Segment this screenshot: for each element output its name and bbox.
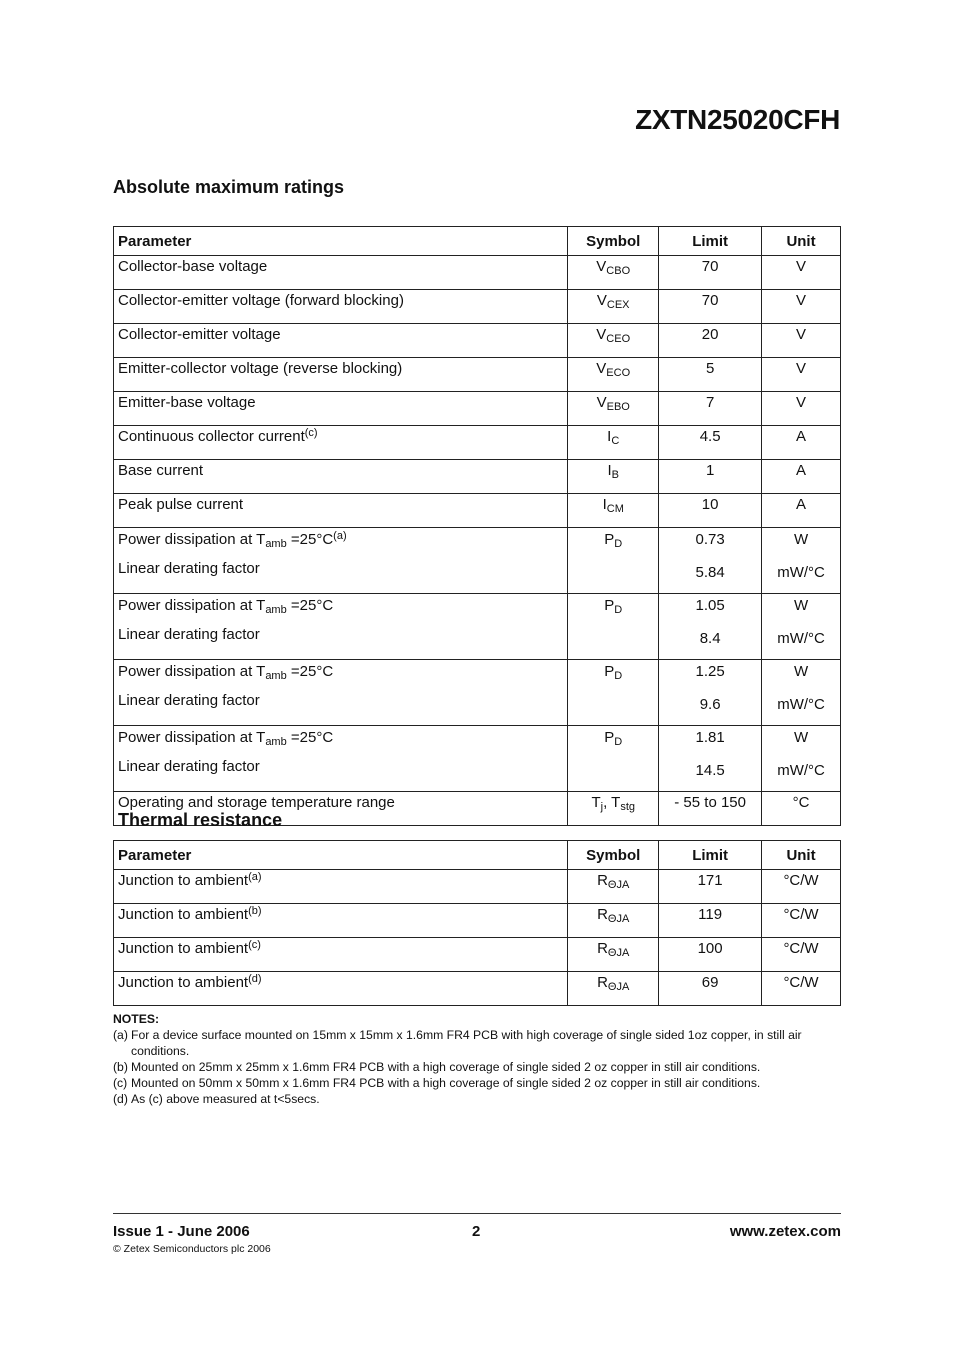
parameter-text: Junction to ambient	[118, 974, 249, 991]
parameter-cell	[114, 972, 568, 1006]
table-header-row	[114, 841, 841, 870]
unit-cell: °C/W	[762, 972, 841, 1006]
table-row	[114, 972, 841, 1006]
symbol-main: I	[607, 462, 612, 479]
footer-copyright: © Zetex Semiconductors plc 2006	[113, 1243, 271, 1255]
note-text: Mounted on 50mm x 50mm x 1.6mm FR4 PCB with a high coverage of single sided 2 oz copper in still air conditions.	[131, 1076, 761, 1090]
table-row	[114, 324, 841, 358]
symbol-cell	[568, 358, 659, 392]
limit-cell: 119	[659, 904, 762, 938]
limit-cell: 5	[659, 358, 762, 392]
unit-cell: °C/W	[762, 938, 841, 972]
table-row	[114, 290, 841, 324]
limit-value: 1.81	[695, 729, 725, 746]
parameter-line	[118, 531, 347, 548]
table-row	[114, 392, 841, 426]
table-row	[114, 460, 841, 494]
unit-value: W	[793, 729, 809, 746]
symbol-cell	[568, 256, 659, 290]
unit-value-2: mW/°C	[777, 762, 825, 779]
symbol-cell	[568, 392, 659, 426]
footer-page-number: 2	[472, 1223, 481, 1240]
unit-cell	[762, 726, 841, 792]
parameter-line-2: Linear derating factor	[118, 692, 260, 709]
unit-cell: A	[762, 460, 841, 494]
symbol-main: P	[604, 663, 615, 680]
limit-cell: 10	[659, 494, 762, 528]
limit-value-2: 5.84	[695, 564, 725, 581]
parameter-cell	[114, 938, 568, 972]
symbol-main: R	[597, 872, 608, 889]
symbol-subscript: D	[614, 736, 623, 748]
note-label: (a)	[113, 1028, 128, 1042]
footnote-ref: (a)	[333, 530, 347, 542]
table-row	[114, 938, 841, 972]
parameter-text: Emitter-collector voltage (reverse blocking)	[118, 360, 403, 377]
parameter-text: Continuous collector current	[118, 428, 305, 445]
unit-value: W	[793, 531, 809, 548]
table-row	[114, 870, 841, 904]
symbol-main: V	[596, 360, 607, 377]
symbol-subscript: j	[600, 801, 604, 813]
parameter-text: Collector-emitter voltage (forward blocking)	[118, 292, 404, 309]
col-header-symbol: Symbol	[568, 227, 659, 256]
footnote-ref: (b)	[248, 905, 262, 917]
limit-cell: - 55 to 150	[659, 792, 762, 826]
limit-value: 0.73	[695, 531, 725, 548]
limit-cell	[659, 726, 762, 792]
unit-cell	[762, 528, 841, 594]
unit-cell: V	[762, 358, 841, 392]
limit-value-2: 9.6	[699, 696, 721, 713]
symbol-subscript: CM	[606, 503, 624, 515]
symbol-cell	[568, 660, 659, 726]
footnote-ref: (a)	[248, 871, 262, 883]
symbol-main: P	[604, 597, 615, 614]
note-item	[113, 1091, 841, 1107]
parameter-subscript: amb	[265, 736, 287, 748]
symbol-cell	[568, 594, 659, 660]
limit-cell	[659, 528, 762, 594]
limit-value: 1.25	[695, 663, 725, 680]
parameter-text: Power dissipation at T	[118, 663, 266, 680]
table-row	[114, 426, 841, 460]
symbol-subscript: ΘJA	[607, 879, 630, 891]
col-header-parameter: Parameter	[114, 841, 568, 870]
symbol-subscript: ECO	[606, 367, 631, 379]
table-header-row	[114, 227, 841, 256]
parameter-text: Junction to ambient	[118, 940, 249, 957]
parameter-line-2: Linear derating factor	[118, 758, 260, 775]
unit-value: W	[793, 663, 809, 680]
abs-max-ratings-heading: Absolute maximum ratings	[113, 177, 345, 197]
symbol-subscript: CBO	[606, 265, 631, 277]
unit-cell: °C/W	[762, 870, 841, 904]
symbol-cell	[568, 528, 659, 594]
note-text: For a device surface mounted on 15mm x 15mm x 1.6mm FR4 PCB with high coverage of single sided 1oz copper, in still air conditions.	[131, 1028, 802, 1058]
symbol-main: R	[597, 906, 608, 923]
unit-cell: V	[762, 290, 841, 324]
table-row	[114, 660, 841, 726]
limit-cell: 69	[659, 972, 762, 1006]
parameter-line-2: Linear derating factor	[118, 626, 260, 643]
note-label: (b)	[113, 1060, 128, 1074]
col-header-symbol: Symbol	[568, 841, 659, 870]
parameter-text: Power dissipation at T	[118, 597, 266, 614]
parameter-cell	[114, 358, 568, 392]
unit-cell: °C	[762, 792, 841, 826]
parameter-cell	[114, 324, 568, 358]
footnote-ref: (c)	[304, 427, 318, 439]
parameter-text: =25°C	[286, 597, 334, 614]
parameter-text: Power dissipation at T	[118, 531, 266, 548]
symbol-main: R	[597, 940, 608, 957]
parameter-cell: Operating and storage temperature range	[114, 792, 568, 826]
symbol-main: V	[596, 292, 607, 309]
table-row	[114, 256, 841, 290]
parameter-subscript: amb	[265, 538, 287, 550]
symbol-cell	[568, 972, 659, 1006]
parameter-text: Emitter-base voltage	[118, 394, 256, 411]
parameter-subscript: amb	[265, 670, 287, 682]
footer-website-link[interactable]: www.zetex.com	[729, 1223, 841, 1240]
unit-cell: V	[762, 392, 841, 426]
symbol-cell	[568, 460, 659, 494]
note-item	[113, 1059, 841, 1075]
symbol-subscript: C	[611, 435, 620, 447]
parameter-text: Junction to ambient	[118, 872, 249, 889]
symbol-subscript: CEO	[606, 333, 631, 345]
limit-cell: 70	[659, 256, 762, 290]
symbol-subscript: ΘJA	[607, 913, 630, 925]
symbol-cell	[568, 792, 659, 826]
note-item	[113, 1027, 841, 1059]
symbol-cell	[568, 494, 659, 528]
parameter-cell	[114, 256, 568, 290]
table-row	[114, 494, 841, 528]
limit-cell: 1	[659, 460, 762, 494]
symbol-subscript: B	[611, 469, 619, 481]
symbol-cell	[568, 726, 659, 792]
symbol-main: T	[591, 794, 601, 811]
notes-section	[113, 1011, 841, 1107]
table-row	[114, 528, 841, 594]
unit-cell	[762, 660, 841, 726]
symbol-subscript: ΘJA	[607, 981, 630, 993]
symbol-subscript: stg	[620, 801, 635, 813]
unit-cell: V	[762, 324, 841, 358]
unit-cell: V	[762, 256, 841, 290]
parameter-text: Collector-base voltage	[118, 258, 268, 275]
symbol-subscript: D	[614, 538, 623, 550]
limit-cell: 171	[659, 870, 762, 904]
symbol-cell	[568, 904, 659, 938]
symbol-separator: ,	[603, 794, 612, 811]
parameter-cell	[114, 904, 568, 938]
symbol-subscript: CEX	[606, 299, 630, 311]
parameter-line	[118, 663, 333, 680]
note-text: As (c) above measured at t<5secs.	[131, 1092, 320, 1106]
thermal-resistance-table	[113, 840, 841, 1006]
note-label: (d)	[113, 1092, 128, 1106]
symbol-subscript: D	[614, 670, 623, 682]
col-header-limit: Limit	[659, 841, 762, 870]
parameter-subscript: amb	[265, 604, 287, 616]
parameter-text: Junction to ambient	[118, 906, 249, 923]
parameter-text: Power dissipation at T	[118, 729, 266, 746]
footnote-ref: (d)	[248, 973, 262, 985]
parameter-cell	[114, 528, 568, 594]
limit-cell: 20	[659, 324, 762, 358]
limit-cell: 4.5	[659, 426, 762, 460]
parameter-cell	[114, 594, 568, 660]
parameter-line	[118, 597, 333, 614]
unit-cell: A	[762, 426, 841, 460]
symbol-main: T	[611, 794, 621, 811]
unit-cell: A	[762, 494, 841, 528]
note-text: Mounted on 25mm x 25mm x 1.6mm FR4 PCB with a high coverage of single sided 2 oz copper in still air conditions.	[131, 1060, 761, 1074]
limit-value: 1.05	[695, 597, 725, 614]
limit-cell	[659, 660, 762, 726]
note-item	[113, 1075, 841, 1091]
table-row	[114, 594, 841, 660]
col-header-parameter: Parameter	[114, 227, 568, 256]
limit-value-2: 8.4	[699, 630, 721, 647]
symbol-cell	[568, 324, 659, 358]
parameter-text: Base current	[118, 462, 204, 479]
symbol-main: P	[604, 729, 615, 746]
symbol-main: R	[597, 974, 608, 991]
limit-cell: 70	[659, 290, 762, 324]
symbol-main: P	[604, 531, 615, 548]
parameter-cell	[114, 494, 568, 528]
note-label: (c)	[113, 1076, 128, 1090]
table-row	[114, 726, 841, 792]
parameter-cell	[114, 426, 568, 460]
symbol-cell	[568, 426, 659, 460]
symbol-cell	[568, 938, 659, 972]
limit-cell: 100	[659, 938, 762, 972]
col-header-limit: Limit	[659, 227, 762, 256]
limit-cell: 7	[659, 392, 762, 426]
footer-issue: Issue 1 - June 2006	[113, 1223, 250, 1240]
parameter-cell	[114, 290, 568, 324]
parameter-cell	[114, 870, 568, 904]
table-row	[114, 358, 841, 392]
limit-value-2: 14.5	[695, 762, 725, 779]
parameter-cell	[114, 460, 568, 494]
unit-value-2: mW/°C	[777, 564, 825, 581]
parameter-text: =25°C	[286, 663, 334, 680]
parameter-line	[118, 729, 333, 746]
unit-cell	[762, 594, 841, 660]
notes-header: NOTES:	[113, 1012, 160, 1026]
page-title: ZXTN25020CFH	[635, 104, 840, 135]
limit-cell	[659, 594, 762, 660]
parameter-cell	[114, 726, 568, 792]
parameter-text: =25°C	[286, 531, 334, 548]
symbol-subscript: D	[614, 604, 623, 616]
symbol-main: I	[607, 428, 612, 445]
unit-value-2: mW/°C	[777, 630, 825, 647]
table-row	[114, 904, 841, 938]
footnote-ref: (c)	[248, 939, 261, 951]
thermal-resistance-body	[114, 870, 841, 1006]
parameter-text: Peak pulse current	[118, 496, 244, 513]
notes-list	[113, 1027, 841, 1107]
unit-value: W	[793, 597, 809, 614]
symbol-main: V	[596, 258, 607, 275]
footer-divider	[113, 1213, 841, 1214]
parameter-line-2: Linear derating factor	[118, 560, 260, 577]
symbol-cell	[568, 290, 659, 324]
col-header-unit: Unit	[762, 841, 841, 870]
col-header-unit: Unit	[762, 227, 841, 256]
symbol-subscript: ΘJA	[607, 947, 630, 959]
symbol-main: I	[602, 496, 607, 513]
parameter-text: Collector-emitter voltage	[118, 326, 281, 343]
symbol-main: V	[596, 394, 607, 411]
parameter-cell	[114, 660, 568, 726]
parameter-text: =25°C	[286, 729, 334, 746]
symbol-subscript: EBO	[606, 401, 630, 413]
abs-max-ratings-table	[113, 226, 841, 826]
thermal-resistance-heading: Thermal resistance	[118, 810, 283, 830]
abs-max-ratings-body	[114, 256, 841, 826]
symbol-main: V	[596, 326, 607, 343]
parameter-cell	[114, 392, 568, 426]
unit-cell: °C/W	[762, 904, 841, 938]
symbol-cell	[568, 870, 659, 904]
unit-value-2: mW/°C	[777, 696, 825, 713]
